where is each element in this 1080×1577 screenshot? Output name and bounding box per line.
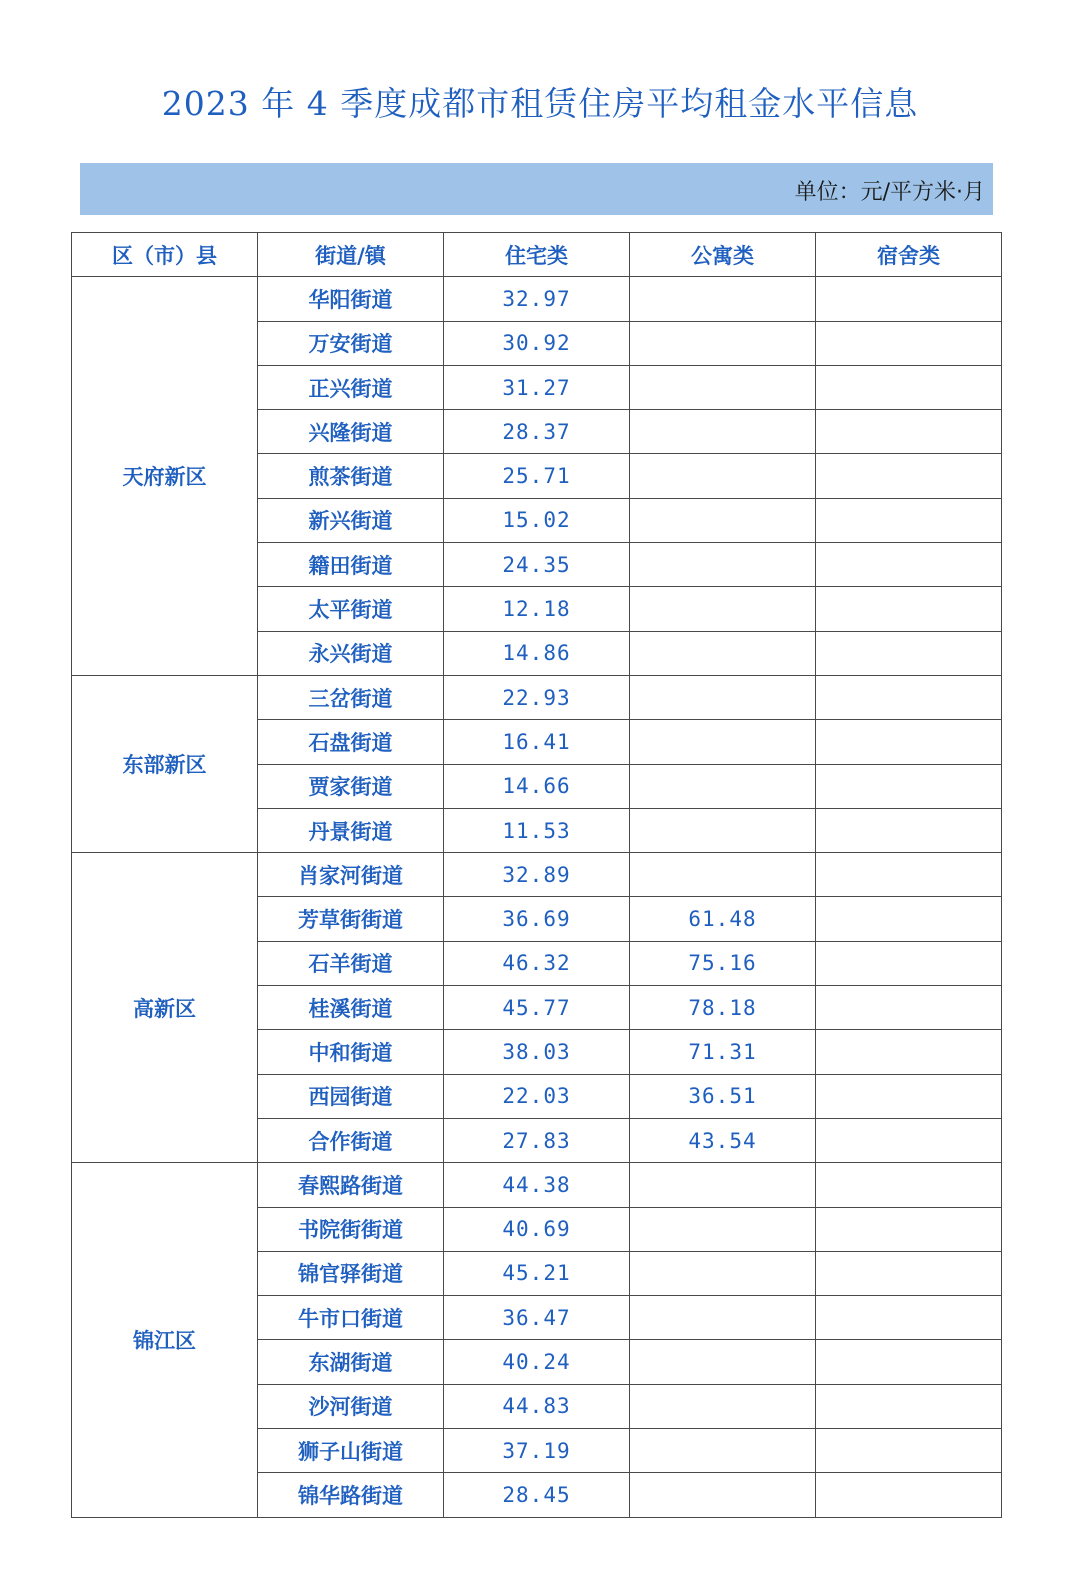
street-cell: 中和街道: [258, 1030, 444, 1074]
residential-cell: 32.89: [444, 853, 630, 897]
street-cell: 东湖街道: [258, 1340, 444, 1384]
residential-cell: 27.83: [444, 1118, 630, 1162]
apartment-cell: [630, 1296, 816, 1340]
dormitory-cell: [816, 410, 1002, 454]
apartment-cell: 43.54: [630, 1118, 816, 1162]
apartment-cell: [630, 321, 816, 365]
apartment-cell: [630, 720, 816, 764]
apartment-cell: [630, 853, 816, 897]
residential-cell: 31.27: [444, 365, 630, 409]
apartment-cell: [630, 764, 816, 808]
dormitory-cell: [816, 365, 1002, 409]
dormitory-cell: [816, 1340, 1002, 1384]
residential-cell: 46.32: [444, 941, 630, 985]
apartment-cell: [630, 675, 816, 719]
residential-cell: 12.18: [444, 587, 630, 631]
apartment-cell: [630, 365, 816, 409]
residential-cell: 15.02: [444, 498, 630, 542]
street-cell: 锦官驿街道: [258, 1251, 444, 1295]
residential-cell: 40.24: [444, 1340, 630, 1384]
dormitory-cell: [816, 986, 1002, 1030]
residential-cell: 44.38: [444, 1163, 630, 1207]
apartment-cell: [630, 808, 816, 852]
street-cell: 正兴街道: [258, 365, 444, 409]
dormitory-cell: [816, 498, 1002, 542]
street-cell: 书院街街道: [258, 1207, 444, 1251]
street-cell: 石羊街道: [258, 941, 444, 985]
street-cell: 兴隆街道: [258, 410, 444, 454]
dormitory-cell: [816, 1473, 1002, 1517]
street-cell: 煎茶街道: [258, 454, 444, 498]
dormitory-cell: [816, 853, 1002, 897]
apartment-cell: [630, 454, 816, 498]
residential-cell: 32.97: [444, 277, 630, 321]
header-apartment: 公寓类: [630, 233, 816, 277]
apartment-cell: [630, 543, 816, 587]
apartment-cell: 75.16: [630, 941, 816, 985]
apartment-cell: [630, 498, 816, 542]
dormitory-cell: [816, 1207, 1002, 1251]
street-cell: 永兴街道: [258, 631, 444, 675]
residential-cell: 11.53: [444, 808, 630, 852]
residential-cell: 37.19: [444, 1429, 630, 1473]
street-cell: 合作街道: [258, 1118, 444, 1162]
dormitory-cell: [816, 1429, 1002, 1473]
residential-cell: 14.66: [444, 764, 630, 808]
street-cell: 狮子山街道: [258, 1429, 444, 1473]
street-cell: 锦华路街道: [258, 1473, 444, 1517]
table-row: [72, 675, 1002, 719]
dormitory-cell: [816, 454, 1002, 498]
street-cell: 万安街道: [258, 321, 444, 365]
apartment-cell: [630, 277, 816, 321]
dormitory-cell: [816, 764, 1002, 808]
apartment-cell: [630, 1251, 816, 1295]
residential-cell: 38.03: [444, 1030, 630, 1074]
apartment-cell: 36.51: [630, 1074, 816, 1118]
street-cell: 肖家河街道: [258, 853, 444, 897]
street-cell: 籍田街道: [258, 543, 444, 587]
residential-cell: 28.45: [444, 1473, 630, 1517]
residential-cell: 24.35: [444, 543, 630, 587]
dormitory-cell: [816, 321, 1002, 365]
apartment-cell: [630, 1340, 816, 1384]
dormitory-cell: [816, 543, 1002, 587]
street-cell: 西园街道: [258, 1074, 444, 1118]
table-body: [72, 277, 1002, 1517]
residential-cell: 16.41: [444, 720, 630, 764]
residential-cell: 36.47: [444, 1296, 630, 1340]
apartment-cell: [630, 410, 816, 454]
dormitory-cell: [816, 1163, 1002, 1207]
street-cell: 新兴街道: [258, 498, 444, 542]
dormitory-cell: [816, 1296, 1002, 1340]
residential-cell: 45.77: [444, 986, 630, 1030]
residential-cell: 44.83: [444, 1384, 630, 1428]
page-title: 2023 年 4 季度成都市租赁住房平均租金水平信息: [161, 84, 919, 123]
unit-banner: [80, 163, 993, 215]
street-cell: 华阳街道: [258, 277, 444, 321]
header-residential: 住宅类: [444, 233, 630, 277]
apartment-cell: 71.31: [630, 1030, 816, 1074]
district-cell: 天府新区: [72, 277, 258, 676]
residential-cell: 28.37: [444, 410, 630, 454]
street-cell: 沙河街道: [258, 1384, 444, 1428]
dormitory-cell: [816, 675, 1002, 719]
table-row: [72, 1163, 1002, 1207]
district-cell: 东部新区: [72, 675, 258, 852]
apartment-cell: [630, 587, 816, 631]
dormitory-cell: [816, 720, 1002, 764]
residential-cell: 22.93: [444, 675, 630, 719]
street-cell: 三岔街道: [258, 675, 444, 719]
street-cell: 太平街道: [258, 587, 444, 631]
street-cell: 桂溪街道: [258, 986, 444, 1030]
street-cell: 贾家街道: [258, 764, 444, 808]
apartment-cell: [630, 1207, 816, 1251]
street-cell: 春熙路街道: [258, 1163, 444, 1207]
table-row: [72, 853, 1002, 897]
dormitory-cell: [816, 587, 1002, 631]
residential-cell: 22.03: [444, 1074, 630, 1118]
street-cell: 石盘街道: [258, 720, 444, 764]
dormitory-cell: [816, 1074, 1002, 1118]
district-cell: 高新区: [72, 853, 258, 1163]
dormitory-cell: [816, 277, 1002, 321]
header-district: 区（市）县: [72, 233, 258, 277]
header-street: 街道/镇: [258, 233, 444, 277]
header-dormitory: 宿舍类: [816, 233, 1002, 277]
apartment-cell: [630, 1163, 816, 1207]
header-row: [72, 233, 1002, 277]
apartment-cell: [630, 631, 816, 675]
apartment-cell: [630, 1473, 816, 1517]
residential-cell: 36.69: [444, 897, 630, 941]
street-cell: 丹景街道: [258, 808, 444, 852]
residential-cell: 25.71: [444, 454, 630, 498]
dormitory-cell: [816, 808, 1002, 852]
apartment-cell: [630, 1429, 816, 1473]
apartment-cell: 78.18: [630, 986, 816, 1030]
street-cell: 牛市口街道: [258, 1296, 444, 1340]
apartment-cell: [630, 1384, 816, 1428]
table-row: [72, 277, 1002, 321]
residential-cell: 40.69: [444, 1207, 630, 1251]
street-cell: 芳草街街道: [258, 897, 444, 941]
residential-cell: 30.92: [444, 321, 630, 365]
apartment-cell: 61.48: [630, 897, 816, 941]
dormitory-cell: [816, 1118, 1002, 1162]
residential-cell: 45.21: [444, 1251, 630, 1295]
dormitory-cell: [816, 631, 1002, 675]
dormitory-cell: [816, 1251, 1002, 1295]
dormitory-cell: [816, 941, 1002, 985]
dormitory-cell: [816, 1384, 1002, 1428]
dormitory-cell: [816, 1030, 1002, 1074]
dormitory-cell: [816, 897, 1002, 941]
district-cell: 锦江区: [72, 1163, 258, 1517]
unit-label: 单位：元/平方米·月: [794, 180, 985, 205]
residential-cell: 14.86: [444, 631, 630, 675]
rent-table: [71, 232, 1002, 1518]
